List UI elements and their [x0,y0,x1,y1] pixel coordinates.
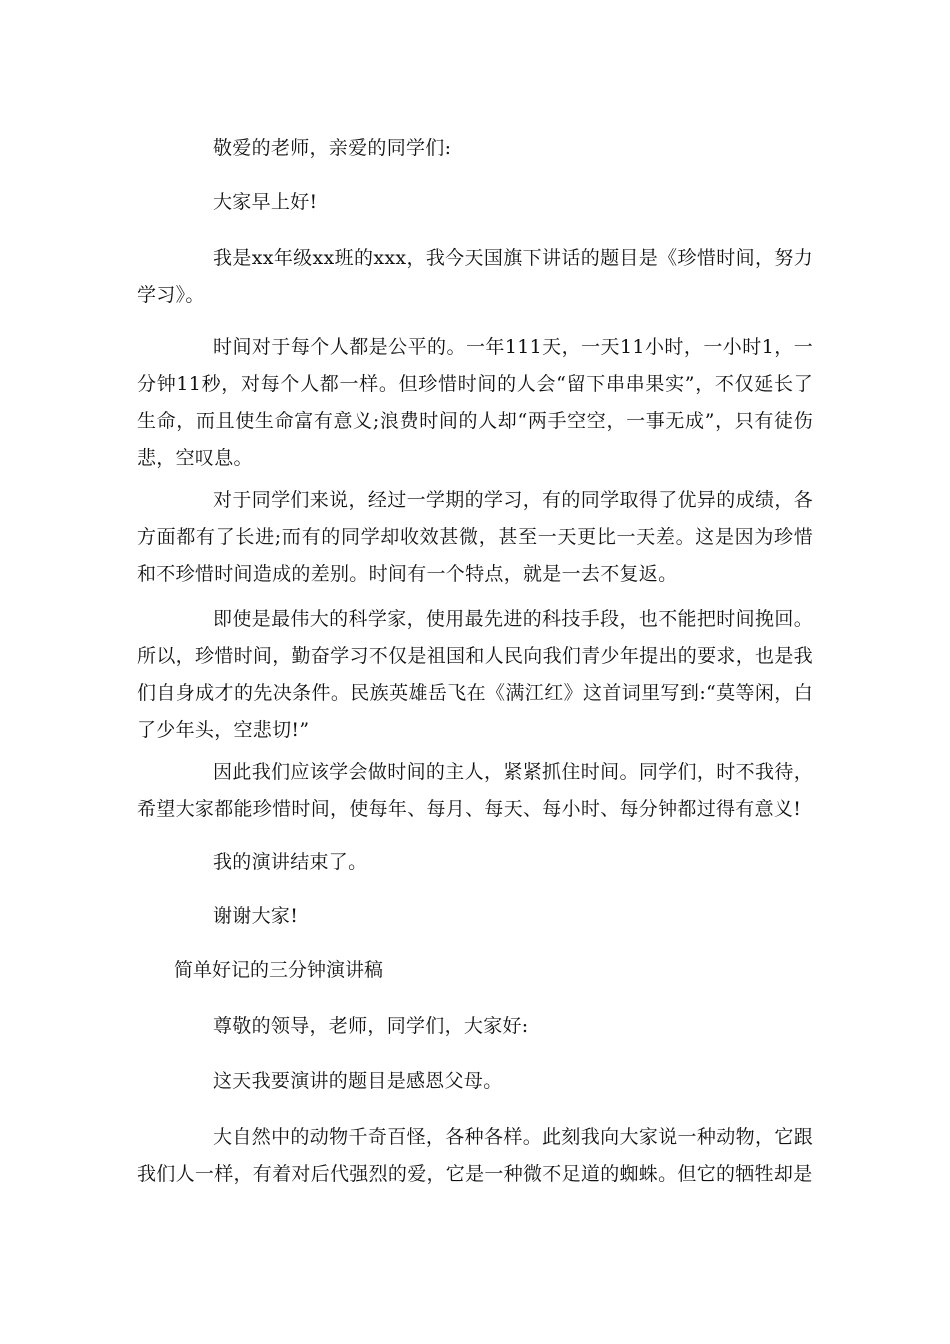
body-paragraph-students: 对于同学们来说，经过一学期的学习，有的同学取得了优异的成绩，各方面都有了长进;而有的同学却收效甚微，甚至一天更比一天差。这是因为珍惜和不珍惜时间造成的差别。时间有一个特点，就是一去不复返。 [137,489,813,585]
section-title: 简单好记的三分钟演讲稿 [174,959,384,981]
body-paragraph-conclusion: 因此我们应该学会做时间的主人，紧紧抓住时间。同学们，时不我待，希望大家都能珍惜时间，使每年、每月、每天、每小时、每分钟都过得有意义! [137,761,813,820]
topic-paragraph: 这天我要演讲的题目是感恩父母。 [213,1070,503,1092]
body-paragraph-spider: 大自然中的动物千奇百怪，各种各样。此刻我向大家说一种动物，它跟我们人一样，有着对后代强烈的爱，它是一种微不足道的蜘蛛。但它的牺牲却是 [137,1126,813,1185]
body-paragraph-time-fairness: 时间对于每个人都是公平的。一年111天，一天11小时，一小时1，一分钟11秒，对每个人都一样。但珍惜时间的人会“留下串串果实”，不仅延长了生命，而且使生命富有意义;浪费时间的人却“两手空空，一事无成”，只有徒伤悲，空叹息。 [137,336,813,469]
body-paragraph-scientist: 即使是最伟大的科学家，使用最先进的科技手段，也不能把时间挽回。所以，珍惜时间，勤奋学习不仅是祖国和人民向我们青少年提出的要求，也是我们自身成才的先决条件。民族英雄岳飞在《满江红》这首词里写到:“莫等闲，白了少年头，空悲切!” [137,608,813,741]
salutation-paragraph: 大家早上好! [213,191,318,213]
ending-paragraph: 我的演讲结束了。 [213,851,368,873]
thanks-paragraph: 谢谢大家! [213,905,299,927]
greeting-paragraph: 敬爱的老师，亲爱的同学们: [213,137,452,159]
greeting-paragraph-2: 尊敬的领导，老师，同学们，大家好: [213,1015,529,1037]
intro-paragraph: 我是xx年级xx班的xxx，我今天国旗下讲话的题目是《珍惜时间，努力学习》。 [137,247,813,306]
